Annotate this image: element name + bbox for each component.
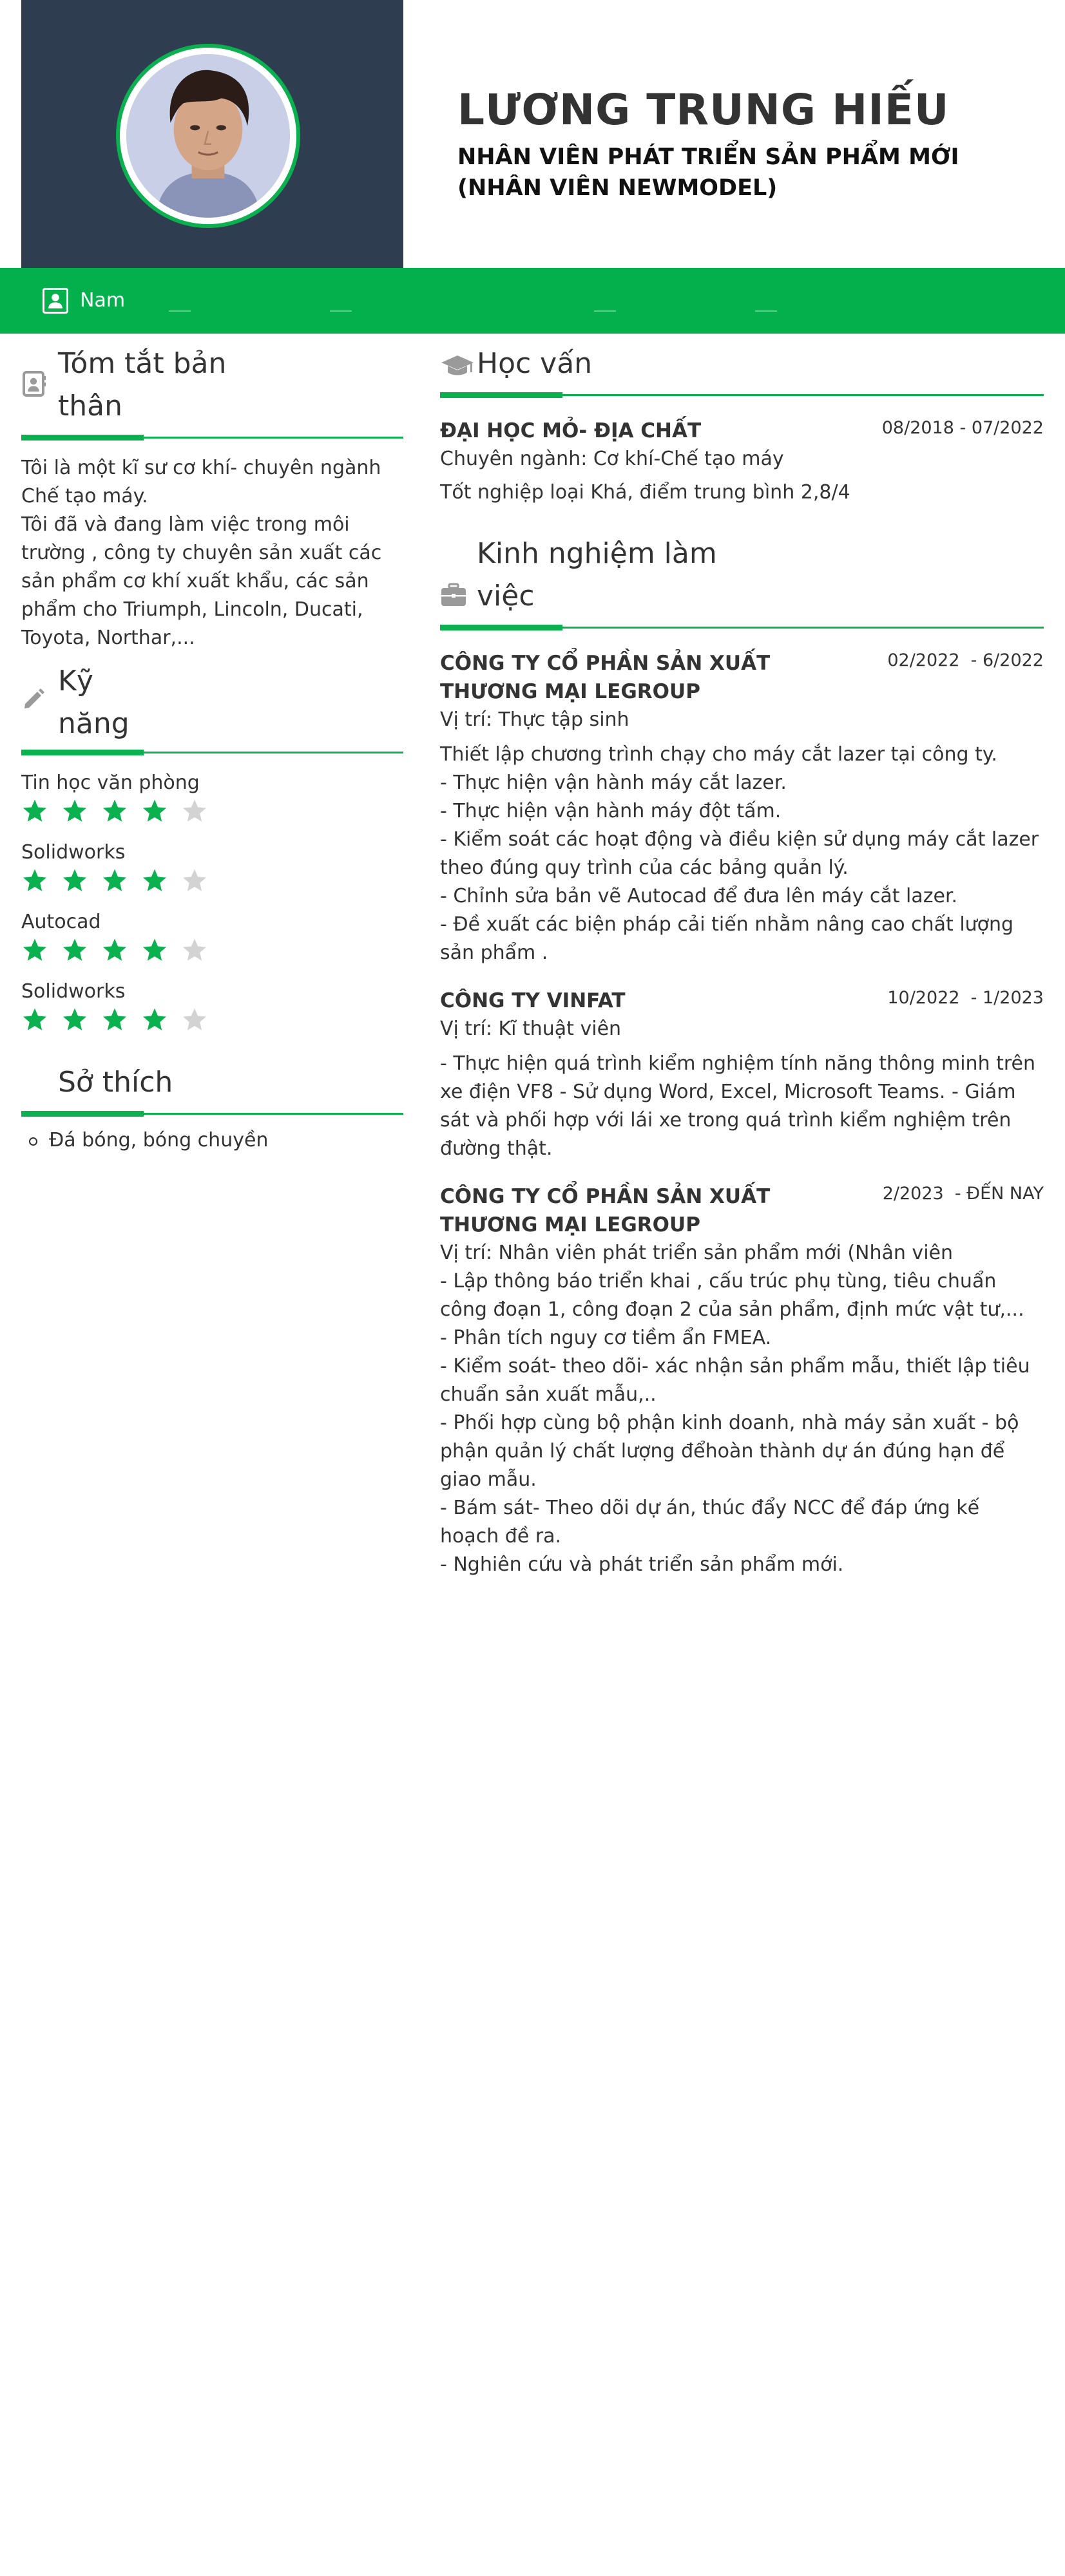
user-icon [43, 288, 68, 314]
experience-title-line2: việc [477, 580, 535, 612]
summary-title-line1: Tóm tắt bản [58, 347, 227, 380]
experience-company-line2: THƯƠNG MẠI LEGROUP [440, 1213, 700, 1236]
summary-paragraph-2: Tôi đã và đang làm việc trong môi trường , công ty chuyên sản xuất các sản phẩm cơ khí xuất khẩu, các sản phẩm cho Triumph, Lincoln, Ducati, Toyota, Northar,... [21, 513, 382, 649]
cv-header [0, 0, 1065, 268]
experience-duty: - Bám sát- Theo dõi dự án, thúc đẩy NCC để đáp ứng kế hoạch đề ra. [440, 1497, 980, 1548]
experience-entry [440, 987, 1044, 1163]
pencil-icon [21, 686, 47, 712]
experience-position: Vị trí: Nhân viên phát triển sản phẩm mới (Nhân viên [440, 1242, 953, 1264]
skill-name: Tin học văn phòng [21, 772, 200, 794]
experience-duty: - Chỉnh sửa bản vẽ Autocad để đưa lên máy cắt lazer. [440, 885, 958, 907]
education-major: Chuyên ngành: Cơ khí-Chế tạo máy [440, 448, 784, 470]
experience-duties [440, 741, 1044, 967]
hobbies-divider [21, 1113, 403, 1115]
experience-company-line1: CÔNG TY VINFAT [440, 989, 626, 1012]
experience-entry [440, 1182, 1044, 1579]
skill-name: Autocad [21, 911, 101, 933]
experience-company-line1: CÔNG TY CỔ PHẦN SẢN XUẤT [440, 652, 771, 675]
summary-paragraph-1: Tôi là một kĩ sư cơ khí- chuyên ngành Chế tạo máy. [21, 457, 381, 507]
skill-item [21, 770, 403, 827]
contact-card-icon [21, 370, 47, 398]
experience-date: 02/2022 - 6/2022 [887, 650, 1044, 670]
education-date: 08/2018 - 07/2022 [881, 418, 1044, 438]
skill-item [21, 979, 403, 1036]
star-empty-icon [181, 937, 208, 964]
contact-placeholder-divider [594, 310, 616, 312]
skill-name: Solidworks [21, 841, 126, 864]
star-filled-icon [61, 1007, 88, 1034]
star-filled-icon [61, 937, 88, 964]
star-filled-icon [141, 798, 168, 825]
contact-bar [0, 268, 1065, 334]
skills-section-header [21, 660, 403, 745]
experience-company-line2: THƯƠNG MẠI LEGROUP [440, 680, 700, 703]
skills-title-line2: năng [58, 707, 130, 740]
star-filled-icon [21, 798, 48, 825]
star-filled-icon [141, 937, 168, 964]
experience-date: 10/2022 - 1/2023 [887, 988, 1044, 1008]
star-filled-icon [101, 798, 128, 825]
experience-duty: - Kiểm soát các hoạt động và điều kiện sử dụng máy cắt lazer theo đúng quy trình của các bảng quản lý. [440, 828, 1039, 879]
hobby-item: Đá bóng, bóng chuyền [21, 1126, 403, 1155]
star-filled-icon [101, 867, 128, 895]
experience-duties [440, 1050, 1044, 1163]
star-filled-icon [21, 1007, 48, 1034]
experience-duty: - Thực hiện quá trình kiểm nghiệm tính năng thông minh trên xe điện VF8 - Sử dụng Word, Excel, Microsoft Teams. - Giám sát và phối hợp với lái xe trong quá trình kiểm nghiệm trên đường thật. [440, 1052, 1036, 1160]
skill-rating [21, 935, 403, 966]
photo-panel [21, 0, 403, 268]
summary-title-line2: thân [58, 390, 122, 422]
skills-title-line1: Kỹ [58, 665, 93, 697]
skill-rating [21, 796, 403, 827]
experience-duty: - Đề xuất các biện pháp cải tiến nhằm nâng cao chất lượng sản phẩm . [440, 913, 1014, 964]
experience-company-line1: CÔNG TY CỔ PHẦN SẢN XUẤT [440, 1185, 771, 1208]
star-filled-icon [101, 1007, 128, 1034]
skills-list [21, 770, 403, 1036]
skill-name: Solidworks [21, 980, 126, 1003]
experience-duty: - Phối hợp cùng bộ phận kinh doanh, nhà máy sản xuất - bộ phận quản lý chất lượng đểhoàn thành dự án đúng hạn để giao mẫu. [440, 1412, 1019, 1491]
star-filled-icon [61, 867, 88, 895]
experience-duty: - Phân tích nguy cơ tiềm ẩn FMEA. [440, 1327, 772, 1349]
education-divider [440, 394, 1044, 396]
star-empty-icon [181, 867, 208, 895]
contact-placeholder-divider [169, 310, 191, 312]
avatar [116, 44, 300, 228]
star-filled-icon [141, 1007, 168, 1034]
education-section-header [440, 334, 1044, 385]
star-filled-icon [61, 798, 88, 825]
experience-title-line1: Kinh nghiệm làm [477, 537, 717, 570]
star-filled-icon [21, 867, 48, 895]
experience-duty: - Thực hiện vận hành máy cắt lazer. [440, 772, 787, 794]
experience-duty: - Kiểm soát- theo dõi- xác nhận sản phẩm mẫu, thiết lập tiêu chuẩn sản xuất mẫu,.. [440, 1355, 1030, 1406]
candidate-name: LƯƠNG TRUNG HIẾU [457, 85, 950, 135]
experience-duties [440, 1267, 1044, 1579]
experience-position: Vị trí: Kĩ thuật viên [440, 1018, 622, 1040]
star-empty-icon [181, 798, 208, 825]
education-title: Học vấn [477, 347, 593, 380]
gender-value: Nam [80, 289, 126, 312]
skill-rating [21, 866, 403, 896]
avatar-photo [126, 54, 290, 218]
left-column [21, 334, 403, 1155]
education-entry [440, 417, 1044, 507]
star-empty-icon [181, 1007, 208, 1034]
experience-entry [440, 649, 1044, 967]
skill-rating [21, 1005, 403, 1036]
experience-section-header [440, 533, 1044, 618]
graduation-cap-icon [440, 353, 475, 379]
experience-divider [440, 627, 1044, 629]
summary-divider [21, 437, 403, 439]
briefcase-icon [440, 583, 467, 607]
experience-position: Vị trí: Thực tập sinh [440, 708, 629, 731]
hobbies-list [21, 1126, 403, 1155]
skill-item [21, 909, 403, 966]
experience-duty: Thiết lập chương trình chạy cho máy cắt lazer tại công ty. [440, 743, 997, 766]
summary-section-header [21, 334, 403, 428]
experience-duty: - Lập thông báo triển khai , cấu trúc phụ tùng, tiêu chuẩn công đoạn 1, công đoạn 2 của sản phẩm, định mức vật tư,... [440, 1270, 1024, 1321]
hobbies-section-header [21, 1061, 403, 1104]
experience-duty: - Thực hiện vận hành máy đột tấm. [440, 800, 782, 822]
education-result: Tốt nghiệp loại Khá, điểm trung bình 2,8/4 [440, 481, 850, 504]
experience-date: 2/2023 - ĐẾN NAY [882, 1184, 1044, 1204]
skill-item [21, 840, 403, 896]
candidate-job-title: NHÂN VIÊN PHÁT TRIỂN SẢN PHẨM MỚI (NHÂN VIÊN NEWMODEL) [457, 144, 959, 201]
experience-duty: - Nghiên cứu và phát triển sản phẩm mới. [440, 1553, 844, 1576]
skills-divider [21, 752, 403, 753]
star-filled-icon [141, 867, 168, 895]
contact-placeholder-divider [330, 310, 352, 312]
star-filled-icon [21, 937, 48, 964]
right-column [440, 334, 1044, 1579]
hobbies-title: Sở thích [58, 1066, 173, 1099]
star-filled-icon [101, 937, 128, 964]
education-school: ĐẠI HỌC MỎ- ĐỊA CHẤT [440, 419, 702, 442]
contact-placeholder-divider [755, 310, 777, 312]
